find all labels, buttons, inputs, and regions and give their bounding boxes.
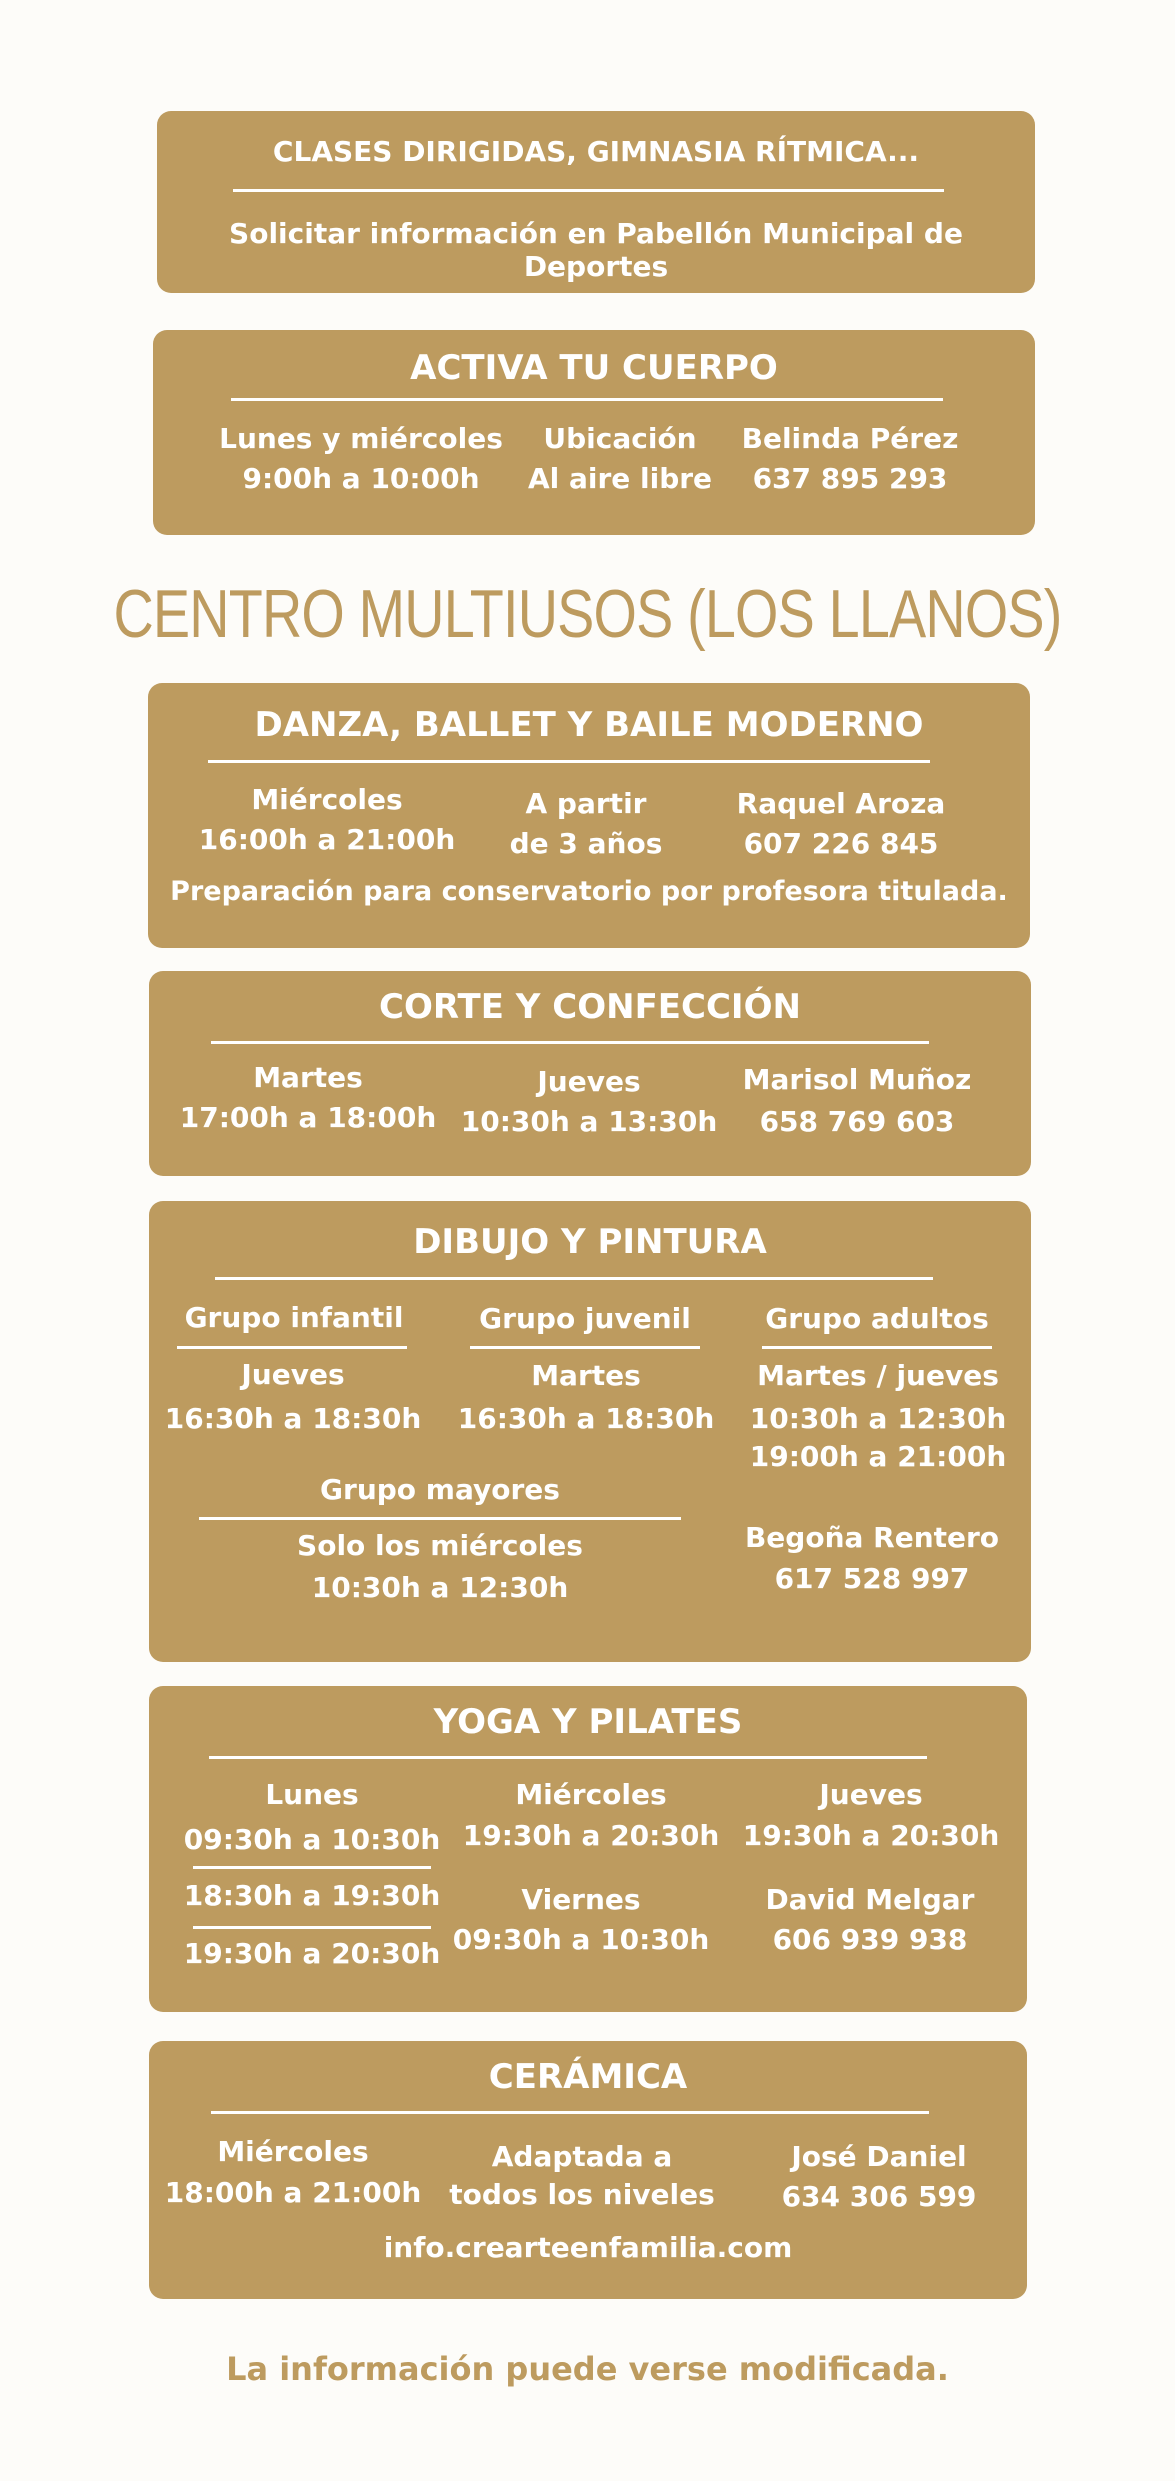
ceramica-phone: 634 306 599 [781,2180,977,2213]
ceramica-level-b: todos los niveles [449,2178,715,2211]
footer-note: La información puede verse modificada. [226,2350,949,2388]
group-adultos-time1: 10:30h a 12:30h [749,1402,1007,1435]
activa-days: Lunes y miércoles [219,422,503,455]
danza-card [148,683,1030,948]
divider [211,2111,929,2114]
danza-age-b: de 3 años [509,827,663,860]
group-mayores-time: 10:30h a 12:30h [311,1571,569,1604]
clases-title: CLASES DIRIGIDAS, GIMNASIA RÍTMICA... [272,135,920,168]
danza-note: Preparación para conservatorio por profesora titulada. [170,876,1008,907]
corte-day1: Martes [253,1061,363,1094]
divider [209,1756,927,1759]
group-mayores-day: Solo los miércoles [297,1529,583,1562]
divider [231,398,943,401]
divider [199,1517,681,1520]
ceramica-web[interactable]: info.crearteenfamilia.com [383,2231,793,2264]
ceramica-time: 18:00h a 21:00h [164,2176,422,2209]
group-juvenil-day: Martes [531,1359,641,1392]
danza-day: Miércoles [251,783,403,816]
group-mayores-label: Grupo mayores [320,1473,560,1506]
activa-title: ACTIVA TU CUERPO [410,348,778,388]
group-infantil-label: Grupo infantil [184,1301,404,1334]
divider [470,1346,700,1349]
divider [215,1277,933,1280]
activa-teacher: Belinda Pérez [741,422,959,455]
ceramica-card [149,2041,1027,2299]
divider [193,1866,431,1869]
group-adultos-label: Grupo adultos [765,1302,989,1335]
corte-phone: 658 769 603 [759,1105,955,1138]
dibujo-phone: 617 528 997 [774,1562,970,1595]
section-heading: CENTRO MULTIUSOS (LOS LLANOS) [113,576,1062,652]
danza-title: DANZA, BALLET Y BAILE MODERNO [254,705,924,745]
corte-title: CORTE Y CONFECCIÓN [379,987,801,1027]
activa-time: 9:00h a 10:00h [242,462,480,495]
corte-card [149,971,1031,1176]
yoga-phone: 606 939 938 [772,1923,968,1956]
yoga-viernes-t: 09:30h a 10:30h [452,1923,710,1956]
dibujo-teacher: Begoña Rentero [744,1521,1000,1554]
danza-teacher: Raquel Aroza [736,787,946,820]
divider [762,1346,992,1349]
group-infantil-time: 16:30h a 18:30h [164,1402,422,1435]
yoga-lunes: Lunes [265,1778,359,1811]
corte-teacher: Marisol Muñoz [742,1063,972,1096]
yoga-miercoles-t: 19:30h a 20:30h [462,1819,720,1852]
divider [208,760,930,763]
yoga-lunes-t2: 18:30h a 19:30h [183,1879,441,1912]
activa-location-label: Ubicación [543,422,697,455]
yoga-viernes: Viernes [521,1883,641,1916]
clases-info: Solicitar información en Pabellón Municipal de Deportes [229,217,963,283]
yoga-jueves: Jueves [819,1778,923,1811]
yoga-lunes-t3: 19:30h a 20:30h [183,1937,441,1970]
divider [211,1041,929,1044]
clases-card [157,111,1035,293]
corte-time2: 10:30h a 13:30h [460,1105,718,1138]
group-juvenil-time: 16:30h a 18:30h [457,1402,715,1435]
ceramica-day: Miércoles [217,2135,369,2168]
yoga-card [149,1686,1027,2012]
corte-day2: Jueves [537,1065,641,1098]
group-adultos-day: Martes / jueves [757,1359,999,1392]
activa-phone: 637 895 293 [752,462,948,495]
yoga-miercoles: Miércoles [515,1778,667,1811]
yoga-title: YOGA Y PILATES [433,1702,743,1742]
dibujo-title: DIBUJO Y PINTURA [413,1222,767,1262]
divider [233,189,944,192]
danza-time: 16:00h a 21:00h [198,823,456,856]
yoga-teacher: David Melgar [765,1883,975,1916]
corte-time1: 17:00h a 18:00h [179,1101,437,1134]
group-adultos-time2: 19:00h a 21:00h [749,1440,1007,1473]
group-infantil-day: Jueves [241,1358,345,1391]
divider [193,1926,431,1929]
yoga-lunes-t1: 09:30h a 10:30h [183,1823,441,1856]
dibujo-card [149,1201,1031,1662]
ceramica-teacher: José Daniel [791,2140,967,2173]
activa-card [153,330,1035,535]
ceramica-title: CERÁMICA [488,2057,688,2097]
divider [177,1346,407,1349]
yoga-jueves-t: 19:30h a 20:30h [742,1819,1000,1852]
ceramica-level-a: Adaptada a [491,2140,673,2173]
group-juvenil-label: Grupo juvenil [479,1302,691,1335]
danza-age-a: A partir [525,787,647,820]
danza-phone: 607 226 845 [743,827,939,860]
activa-location: Al aire libre [527,462,713,495]
